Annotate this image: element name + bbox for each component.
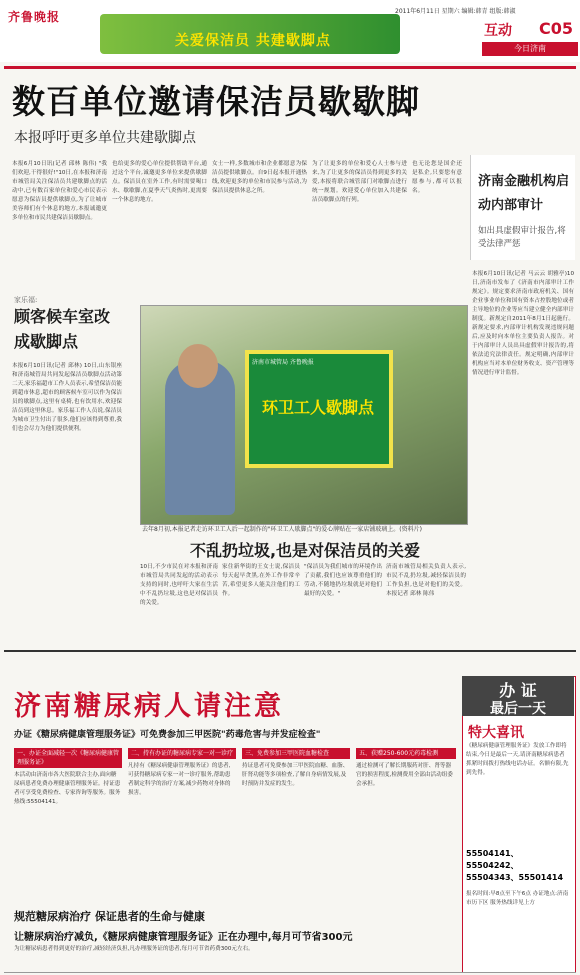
sidebar-body: 本报6月10日讯(记者 马云云 胡雅亭)10日,济南市发布了《济南市内部审计工作规定》。规定要求济南市政府机关、国有企业事业单位和国有资本占控股地位或者主导地位的企业等应当建立健全内部审计制度。新规定自2011年8月1日起施行。新规定要求,内部审计机构发现违规问题后,应及时向本单位主要负责人报告。对于内部审计人员出具虚假审计报告的,将依法追究法律责任。规定明确,内部审计机构应当对本单位财务收支、资产管理等情况进行审计监督。: [472, 271, 574, 376]
ad-column-3: [242, 745, 350, 905]
ad-bottom-body: 为让糖尿病患者得到更好的治疗,减轻经济负担,凡办理服务证的患者,每月可节省药费300元左右。: [14, 946, 254, 952]
article-column-4: 为了让更多的单位和爱心人士参与进来,为了让更多的保洁员得到更多的关爱,本报将联合城管部门对歇脚点进行统一规划。欢迎爱心单位加入共建保洁员歇脚点的行列。: [312, 161, 407, 203]
poster-text: 环卫工人歇脚点: [262, 398, 375, 417]
ad-column-4-body: 通过检测可了解长期服药对肝、肾等器官的损害程度,检测费用全部由活动组委会承担。: [356, 763, 453, 787]
ad-column-1-body: 本活动由济南市各大医院联合主办,面向糖尿病患者免费办理健康管理服务证。持证患者可享受免费检查、专家咨询等服务。服务热线:55504141。: [14, 772, 121, 805]
ad-column-2-body: 凡持有《糖尿病健康管理服务证》的患者,可获得糖尿病专家一对一诊疗服务,帮助患者制定科学的治疗方案,减少药物对身体的损害。: [128, 763, 231, 796]
sidebar-subtitle: 如出具虚假审计报告,将受法律严惩: [478, 226, 566, 249]
section-label: 互动: [484, 23, 512, 39]
story3-title: 不乱扔垃圾,也是对保洁员的关爱: [189, 541, 421, 560]
ad-right-body: 《糖尿病健康管理服务证》发放工作即将结束,今日是最后一天,请济南糖尿病患者抓紧时间拨打热线电话办证。名额有限,先到先得。: [466, 743, 569, 776]
ad-headline: 济南糖尿病人请注意: [14, 691, 284, 722]
ad-right-title: 特大喜讯: [468, 725, 524, 741]
banner-text: 关爱保洁员 共建歇脚点: [175, 33, 331, 49]
ad-bottom-title: 规范糖尿病治疗 保证患者的生命与健康: [14, 910, 205, 923]
story2-tag: 家乐福:: [14, 296, 38, 304]
main-headline: 数百单位邀请保洁员歇歇脚: [12, 82, 420, 121]
newspaper-logo: 齐鲁晚报: [8, 10, 61, 24]
ad-column-3-heading: 三、免费参加三甲医院血糖检查: [242, 748, 350, 759]
story3-column-2: 家住新华街的王女士说,保洁员每天起早贪黑,在外工作非常辛苦,希望更多人能关注他们的工作。: [222, 564, 300, 597]
article-column-3: 女士一样,多数城市和企业都愿意为保洁员提供歇脚点。自9日起本报开通热线,欢迎更多的单位和市民参与活动,为保洁员提供休息之所。: [212, 161, 307, 194]
ad-column-4: [356, 745, 456, 905]
page-info: 2011年6月11日 星期六 编辑:韩青 组版:韩淑: [395, 8, 516, 15]
story2-title: 顾客候车室改成歇脚点: [14, 307, 111, 351]
article-column-1: 本报6月10日讯(记者 邱林 陈伟) "我们欢迎,干得很好!"10日,在本报和济南市城管局关注保洁员共建歇脚点的活动中,已有数百家单位和爱心市民表示愿意为保洁员提供歇脚点,为了让城市美容师们有个休息的地方,本报诚邀更多单位和市民共建保洁员歇脚点。: [12, 161, 107, 221]
headline-rule: [4, 66, 576, 69]
story3-column-3: "保洁员为我们城市的环境作出了贡献,我们也应该尊重他们的劳动,不随地扔垃圾就是对他们最好的关爱。": [304, 564, 382, 597]
photo-caption: 去年8月初,本报记者走访环卫工人后一起制作的"环卫工人歇脚点"的爱心牌贴在一家店铺玻璃上。(资料片): [142, 526, 422, 533]
ad-column-2-heading: 二、持有办证的糖尿病专家一对一诊疗: [128, 748, 236, 759]
ad-column-3-body: 持证患者可免费参加三甲医院血糖、血脂、肝肾功能等多项检查,了解自身病情发展,及时预防并发症的发生。: [242, 763, 349, 787]
ad-column-1-heading: 一、办证全面减轻一次《糖尿病健康管理服务证》: [14, 748, 122, 768]
story2-body: 本报6月10日讯(记者 邱林) 10日,山东银座和济南城管局共同发起保洁员歇脚点活动第二天,家乐福超市工作人员表示,希望保洁员能到超市休息,超市的顾客候车室可以作为保洁员的歇脚点,这里有桌椅,也有饮用水,欢迎保洁员到这里休息。家乐福工作人员说,保洁员为城市卫生付出了很多,他们应该得到尊重,我们也会尽力为他们提供便利。: [12, 363, 122, 432]
today-tag: 今日济南: [482, 42, 578, 56]
ad-right-footer: 报名时间:早8点至下午6点 办证地点:济南市历下区 服务热线详见上方: [466, 891, 569, 906]
photo-person-head: [178, 344, 218, 388]
ad-bottom-line-2: 让糖尿病治疗减负,《糖尿病健康管理服务证》正在办理中,每月可节省300元: [14, 932, 353, 943]
ad-column-1: [14, 745, 122, 905]
ad-subheadline: 办证《糖尿病健康管理服务证》可免费参加三甲医院"药毒危害与并发症检查": [14, 730, 321, 740]
ad-right-line-1: 办 证: [499, 681, 537, 700]
ad-right-line-2: 最后一天: [490, 701, 546, 717]
footer-rule: [4, 972, 576, 973]
ad-column-4-heading: 五、获赠250-600元药毒检测: [356, 748, 456, 759]
sidebar-title: 济南金融机构启动内部审计: [478, 174, 570, 213]
poster-top-text: 济南市城管局 齐鲁晚报: [252, 359, 314, 366]
main-subheadline: 本报呼吁更多单位共建歇脚点: [14, 130, 196, 146]
ad-rule: [4, 650, 576, 652]
article-column-2: 也给更多的爱心单位提供帮助平台,通过这个平台,诚邀更多单位来提供歇脚点。保洁员在室外工作,有时需要喝口水、歇歇脚,在夏季天气炎热时,更需要一个休息的地方。: [112, 161, 207, 203]
article-column-5: 也无论您是国企还是私企,只要您有意愿参与,都可以报名。: [412, 161, 462, 194]
story3-column-4: 济南市城管局相关负责人表示,市民不乱扔垃圾,减轻保洁员的工作负担,也是对他们的关爱。 本报记者 邱林 陈伟: [386, 564, 466, 597]
story3-column-1: 10日,不少市民在对本报和济南市城管局共同发起的活动表示支持的同时,也呼吁大家在生活中不乱扔垃圾,这也是对保洁员的关爱。: [140, 564, 218, 606]
page-number: C05: [539, 19, 574, 38]
ad-column-2: [128, 745, 236, 905]
ad-phone-numbers: 55504141、55504242、55504343、55501414: [466, 849, 564, 882]
